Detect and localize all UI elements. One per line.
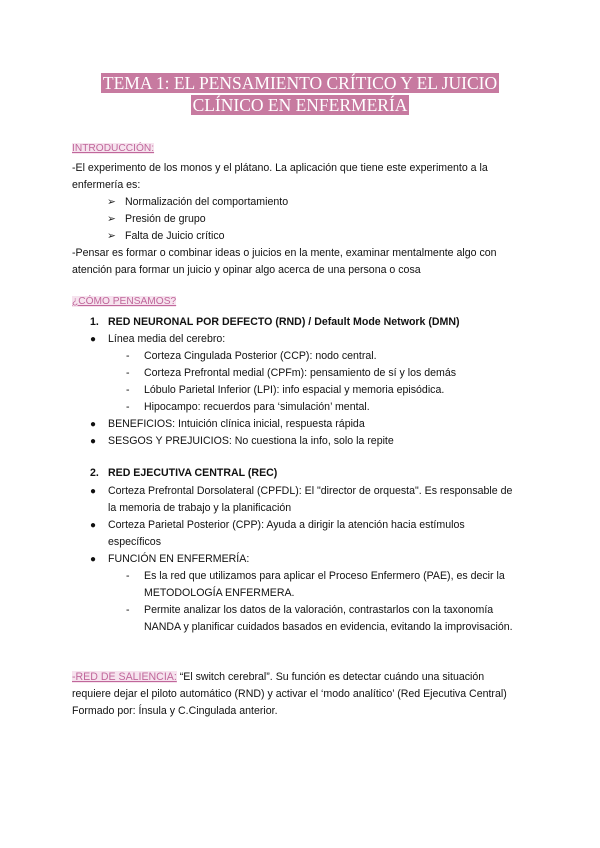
list-item: ➢ Presión de grupo [107,213,206,225]
dash-icon: - [126,350,130,362]
list-item: - Es la red que utilizamos para aplicar el Proceso Enfermero (PAE), es decir la [126,570,505,582]
list-item-continued: específicos [108,536,161,548]
list-item: - Permite analizar los datos de la valoración, contrastarlos con la taxonomía [126,604,494,616]
dash-icon: - [126,367,130,379]
list-item: - Lóbulo Parietal Inferior (LPI): info espacial y memoria episódica. [126,384,445,396]
saliencia-line-1: -RED DE SALIENCIA: “El switch cerebral”. Su función es detectar cuándo una situación [72,671,485,683]
title-line-1: TEMA 1: EL PENSAMIENTO CRÍTICO Y EL JUICIO [102,73,498,93]
arrow-icon: ➢ [107,196,116,208]
list-item: ● Corteza Parietal Posterior (CPP): Ayuda a dirigir la atención hacia estímulos [90,519,465,531]
arrow-icon: ➢ [107,213,116,225]
list-item: ● Corteza Prefrontal Dorsolateral (CPFDL): El "director de orquesta". Es responsable de [90,485,513,497]
title-line-2: CLÍNICO EN ENFERMERÍA [192,95,408,115]
list-item: ● Línea media del cerebro: [90,333,226,345]
page-title [0,72,600,116]
como-heading: ¿CÓMO PENSAMOS? [72,296,177,307]
dash-icon: - [126,604,130,616]
arrow-icon: ➢ [107,230,116,242]
rnd-heading: 1. RED NEURONAL POR DEFECTO (RND) / Default Mode Network (DMN) [90,316,460,328]
bullet-icon: ● [90,419,97,430]
intro-paragraph-1a: -El experimento de los monos y el plátano. La aplicación que tiene este experimento a la [72,162,488,174]
intro-paragraph-1b: enfermería es: [72,179,141,191]
list-item: ➢ Falta de Juicio crítico [107,230,225,242]
list-item-continued: NANDA y planificar cuidados basados en evidencia, evitando la improvisación. [144,621,513,633]
dash-icon: - [126,384,130,396]
list-item: ● FUNCIÓN EN ENFERMERÍA: [90,553,250,565]
bullet-icon: ● [90,436,97,447]
bullet-icon: ● [90,334,97,345]
saliencia-line-2: requiere dejar el piloto automático (RND) y activar el ‘modo analítico’ (Red Ejecutiva Central) [72,688,507,700]
intro-paragraph-2b: atención para formar un juicio y opinar algo acerca de una persona o cosa [72,264,421,276]
list-item: - Hipocampo: recuerdos para ‘simulación’ mental. [126,401,370,413]
list-item: - Corteza Cingulada Posterior (CCP): nodo central. [126,350,377,362]
bullet-icon: ● [90,554,97,565]
list-item-continued: METODOLOGÍA ENFERMERA. [144,587,295,599]
bullet-icon: ● [90,486,97,497]
intro-paragraph-2a: -Pensar es formar o combinar ideas o juicios en la mente, examinar mentalmente algo con [72,247,497,259]
saliencia-label: -RED DE SALIENCIA: [72,671,177,683]
bullet-icon: ● [90,520,97,531]
dash-icon: - [126,401,130,413]
list-item: ➢ Normalización del comportamiento [107,196,289,208]
intro-heading: INTRODUCCIÓN: [72,143,155,154]
saliencia-line-3: Formado por: Ínsula y C.Cingulada anterior. [72,705,278,717]
dash-icon: - [126,570,130,582]
list-item: ● BENEFICIOS: Intuición clínica inicial, respuesta rápida [90,418,365,430]
list-item-continued: la memoria de trabajo y la planificación [108,502,292,514]
rec-heading: 2. RED EJECUTIVA CENTRAL (REC) [90,467,278,479]
list-item: - Corteza Prefrontal medial (CPFm): pensamiento de sí y los demás [126,367,457,379]
list-item: ● SESGOS Y PREJUICIOS: No cuestiona la info, solo la repite [90,435,394,447]
